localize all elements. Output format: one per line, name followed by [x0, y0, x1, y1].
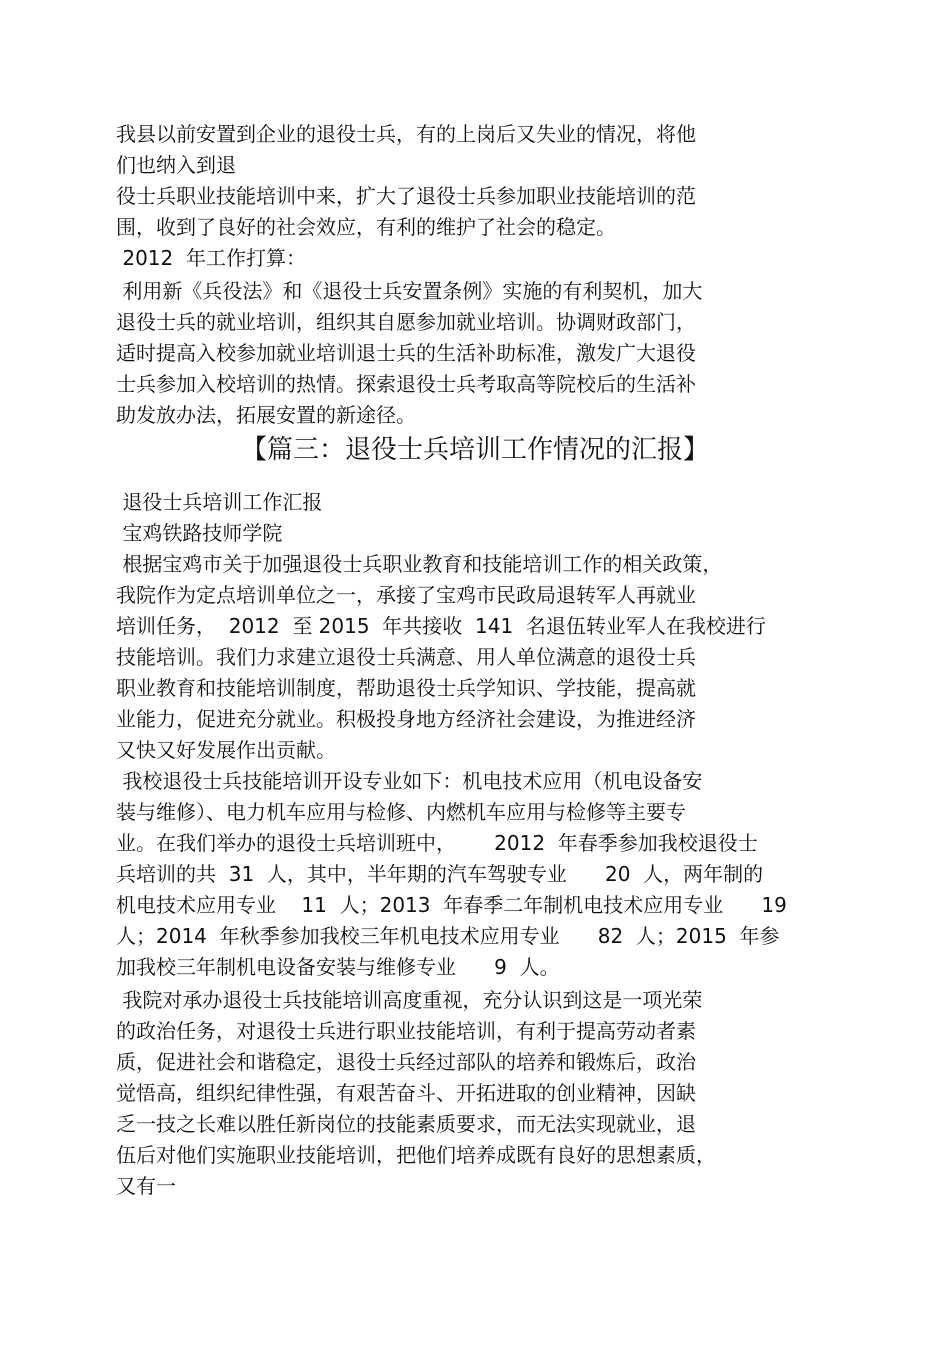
paragraph-line: 业。在我们举办的退役士兵培训班中， 2012 年春季参加我校退役士 — [116, 831, 758, 855]
paragraph-line: 人；2014 年秋季参加我校三年机电技术应用专业 82 人；2015 年参 — [116, 924, 780, 948]
paragraph-line: 助发放办法，拓展安置的新途径。 — [116, 403, 416, 427]
paragraph-line: 利用新《兵役法》和《退役士兵安置条例》实施的有利契机，加大 — [116, 279, 703, 303]
paragraph-line: 伍后对他们实施职业技能培训，把他们培养成既有良好的思想素质， — [116, 1143, 716, 1167]
paragraph-line: 围，收到了良好的社会效应，有利的维护了社会的稳定。 — [116, 215, 616, 239]
paragraph-line: 的政治任务，对退役士兵进行职业技能培训，有利于提高劳动者素 — [116, 1019, 696, 1043]
paragraph-line: 役士兵职业技能培训中来，扩大了退役士兵参加职业技能培训的范 — [116, 184, 696, 208]
paragraph-line: 机电技术应用专业 11 人；2013 年春季二年制机电技术应用专业 19 — [116, 893, 787, 917]
paragraph-line: 我院作为定点培训单位之一，承接了宝鸡市民政局退转军人再就业 — [116, 583, 696, 607]
section-heading: 【篇三：退役士兵培训工作情况的汇报】 — [240, 435, 709, 465]
paragraph-line: 适时提高入校参加就业培训退士兵的生活补助标准，激发广大退役 — [116, 341, 696, 365]
paragraph-line: 培训任务， 2012 至 2015 年共接收 141 名退伍转业军人在我校进行 — [116, 614, 766, 638]
paragraph-line: 质，促进社会和谐稳定，退役士兵经过部队的培养和锻炼后，政治 — [116, 1050, 696, 1074]
paragraph-line: 我校退役士兵技能培训开设专业如下：机电技术应用（机电设备安 — [116, 769, 703, 793]
paragraph-line: 又快又好发展作出贡献。 — [116, 738, 336, 762]
paragraph-line: 觉悟高，组织纪律性强，有艰苦奋斗、开拓进取的创业精神，因缺 — [116, 1081, 696, 1105]
paragraph-line: 职业教育和技能培训制度，帮助退役士兵学知识、学技能，提高就 — [116, 676, 696, 700]
paragraph-line: 加我校三年制机电设备安装与维修专业 9 人。 — [116, 955, 560, 979]
paragraph-line: 2012 年工作打算： — [116, 246, 306, 270]
paragraph-line: 宝鸡铁路技师学院 — [116, 521, 283, 545]
paragraph-line: 又有一 — [116, 1174, 176, 1198]
paragraph-line: 技能培训。我们力求建立退役士兵满意、用人单位满意的退役士兵 — [116, 645, 696, 669]
paragraph-line: 装与维修）、电力机车应用与检修、内燃机车应用与检修等主要专 — [116, 800, 686, 824]
paragraph-line: 士兵参加入校培训的热情。探索退役士兵考取高等院校后的生活补 — [116, 372, 696, 396]
paragraph-line: 乏一技之长难以胜任新岗位的技能素质要求，而无法实现就业，退 — [116, 1112, 696, 1136]
paragraph-line: 根据宝鸡市关于加强退役士兵职业教育和技能培训工作的相关政策， — [116, 552, 723, 576]
paragraph-line: 退役士兵培训工作汇报 — [116, 490, 323, 514]
paragraph-line: 们也纳入到退 — [116, 153, 236, 177]
paragraph-line: 兵培训的共 31 人，其中，半年期的汽车驾驶专业 20 人，两年制的 — [116, 862, 764, 886]
paragraph-line: 我县以前安置到企业的退役士兵，有的上岗后又失业的情况，将他 — [116, 122, 696, 146]
paragraph-line: 我院对承办退役士兵技能培训高度重视，充分认识到这是一项光荣 — [116, 988, 703, 1012]
paragraph-line: 业能力，促进充分就业。积极投身地方经济社会建设，为推进经济 — [116, 707, 696, 731]
paragraph-line: 退役士兵的就业培训，组织其自愿参加就业培训。协调财政部门， — [116, 310, 696, 334]
